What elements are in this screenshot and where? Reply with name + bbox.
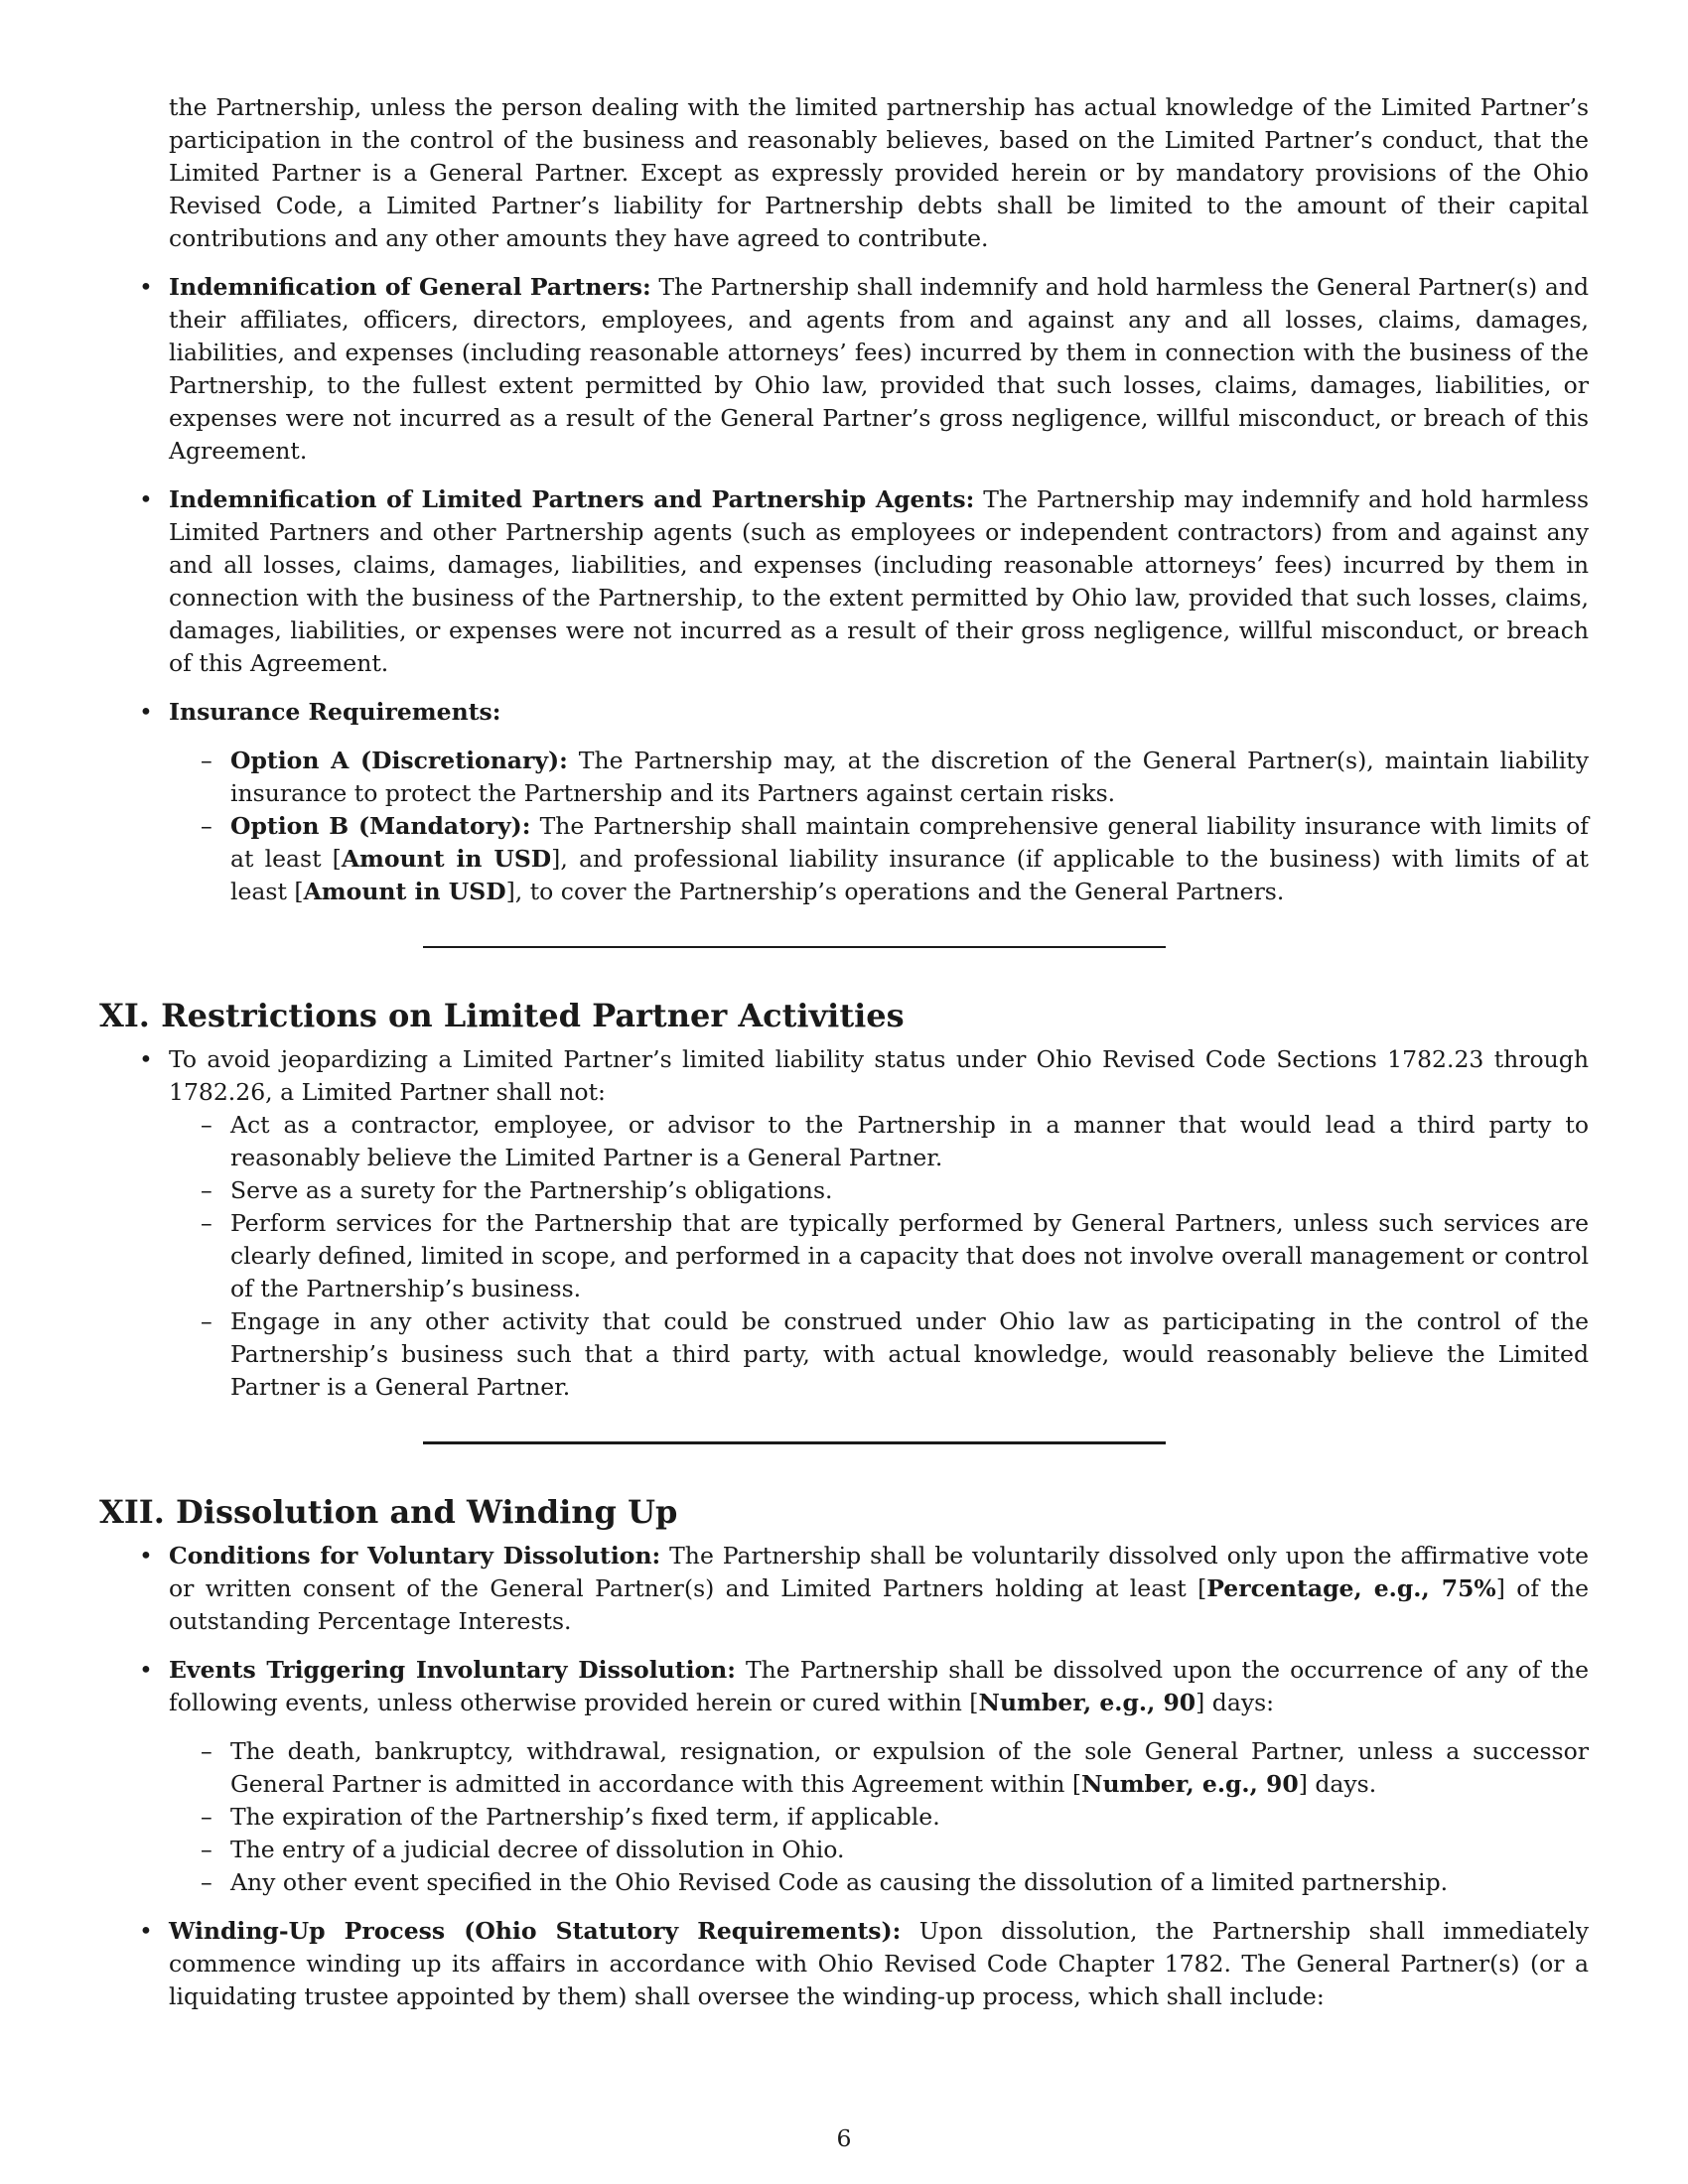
item-text: The Partnership shall be dissolved upon the occurrence of any of the following events, unless otherwise provided herein or cured within [	[169, 1656, 1589, 1716]
item-text: The Partnership shall be voluntarily dissolved only upon the affirmative vote or written consent of the General Partner(s) and Limited Partners holding at least [	[169, 1542, 1589, 1602]
restriction-item: – Serve as a surety for the Partnership’s obligations.	[230, 1174, 1589, 1207]
section-xii-list	[99, 1540, 1589, 2013]
placeholder-amount: Amount in USD	[303, 878, 506, 905]
restriction-item: – Act as a contractor, employee, or advisor to the Partnership in a manner that would lead a third party to reasonably believe the Limited Partner is a General Partner.	[230, 1109, 1589, 1174]
placeholder-amount: Amount in USD	[341, 845, 552, 873]
indemnification-general-partners	[169, 271, 1589, 468]
involuntary-dissolution	[169, 1654, 1589, 1899]
item-lead: Conditions for Voluntary Dissolution:	[169, 1542, 661, 1570]
placeholder-number: Number, e.g., 90	[978, 1689, 1196, 1716]
section-xi-list	[99, 1043, 1589, 1404]
section-xii-heading: XII. Dissolution and Winding Up	[99, 1493, 678, 1531]
option-lead: Option B (Mandatory):	[230, 812, 531, 840]
placeholder-percentage: Percentage, e.g., 75%	[1206, 1574, 1496, 1602]
item-text: The Partnership may indemnify and hold harmless Limited Partners and other Partnership agents (such as employees or independent contractors) from and against any and all losses, claims, damages, liabilities, and expenses (including reasonable attorneys’ fees) incurred by them in connection with the business of the Partnership, to the extent permitted by Ohio law, provided that such losses, claims, damages, liabilities, or expenses were not incurred as a result of their gross negligence, willful misconduct, or breach of this Agreement.	[169, 485, 1590, 677]
insurance-requirements	[169, 696, 1589, 908]
option-text: ], and professional liability insurance (if applicable to the business) with limits of at least [	[230, 845, 1589, 905]
option-lead: Option A (Discretionary):	[230, 747, 568, 774]
item-lead: Indemnification of Limited Partners and Partnership Agents:	[169, 485, 975, 513]
section-divider	[423, 1441, 1166, 1444]
item-lead: Indemnification of General Partners:	[169, 273, 651, 301]
item-lead: Insurance Requirements:	[169, 698, 501, 726]
option-b	[230, 810, 1589, 908]
continuation-paragraph: the Partnership, unless the person dealing with the limited partnership has actual knowledge of the Limited Partner’s participation in the control of the business and reasonably believes, based on the Limited Partner’s conduct, that the Limited Partner is a General Partner. Except as expressly provided herein or by mandatory provisions of the Ohio Revised Code, a Limited Partner’s liability for Partnership debts shall be limited to the amount of their capital contributions and any other amounts they have agreed to contribute.	[169, 93, 1589, 252]
involuntary-events	[169, 1735, 1589, 1899]
item-text: The Partnership shall indemnify and hold harmless the General Partner(s) and their affiliates, officers, directors, employees, and agents from and against any and all losses, claims, damages, liabilities, and expenses (including reasonable attorneys’ fees) incurred by them in connection with the business of the Partnership, to the fullest extent permitted by Ohio law, provided that such losses, claims, damages, liabilities, or expenses were not incurred as a result of the General Partner’s gross negligence, willful misconduct, or breach of this Agreement.	[169, 273, 1590, 465]
placeholder-number: Number, e.g., 90	[1081, 1770, 1299, 1798]
section-x-list	[99, 271, 1589, 908]
event-text: ] days.	[1298, 1770, 1377, 1798]
restrictions-intro	[169, 1043, 1589, 1404]
restriction-item: – Perform services for the Partnership that are typically performed by General Partners, unless such services are clearly defined, limited in scope, and performed in a capacity that does not involve overall management or control of the Partnership’s business.	[230, 1207, 1589, 1305]
option-text: The Partnership shall maintain comprehensive general liability insurance with limits of at least [	[230, 812, 1589, 873]
restriction-item: – Engage in any other activity that could be construed under Ohio law as participating in the control of the Partnership’s business such that a third party, with actual knowledge, would reasonably believe the Limited Partner is a General Partner.	[230, 1305, 1589, 1404]
restrictions-list	[169, 1109, 1589, 1404]
intro-text: To avoid jeopardizing a Limited Partner’s limited liability status under Ohio Revised Code Sections 1782.23 through 1782.26, a Limited Partner shall not:	[169, 1045, 1589, 1106]
voluntary-dissolution	[169, 1540, 1589, 1638]
page-number: 6	[836, 2124, 852, 2152]
item-text: ] of the outstanding Percentage Interests.	[169, 1574, 1589, 1635]
item-lead: Winding-Up Process (Ohio Statutory Requirements):	[169, 1917, 902, 1945]
winding-up-process	[169, 1915, 1589, 2013]
indemnification-limited-partners	[169, 483, 1589, 680]
option-a	[230, 745, 1589, 810]
option-text: The Partnership may, at the discretion of the General Partner(s), maintain liability insurance to protect the Partnership and its Partners against certain risks.	[230, 747, 1590, 807]
event-text: The death, bankruptcy, withdrawal, resignation, or expulsion of the sole General Partner, unless a successor General Partner is admitted in accordance with this Agreement within [	[230, 1737, 1589, 1798]
event-item: – The entry of a judicial decree of dissolution in Ohio.	[230, 1834, 1589, 1866]
event-item	[230, 1735, 1589, 1801]
section-xi-heading: XI. Restrictions on Limited Partner Activities	[99, 997, 905, 1034]
item-text: ] days:	[1196, 1689, 1275, 1716]
event-item: – The expiration of the Partnership’s fixed term, if applicable.	[230, 1801, 1589, 1834]
insurance-options	[169, 745, 1589, 908]
item-text: Upon dissolution, the Partnership shall immediately commence winding up its affairs in accordance with Ohio Revised Code Chapter 1782. The General Partner(s) (or a liquidating trustee appointed by them) shall oversee the winding-up process, which shall include:	[169, 1917, 1589, 2010]
page-content	[99, 91, 1589, 2013]
section-divider	[423, 946, 1166, 948]
option-text: ], to cover the Partnership’s operations and the General Partners.	[505, 878, 1285, 905]
item-lead: Events Triggering Involuntary Dissolution:	[169, 1656, 736, 1684]
event-item: – Any other event specified in the Ohio Revised Code as causing the dissolution of a limited partnership.	[230, 1866, 1589, 1899]
